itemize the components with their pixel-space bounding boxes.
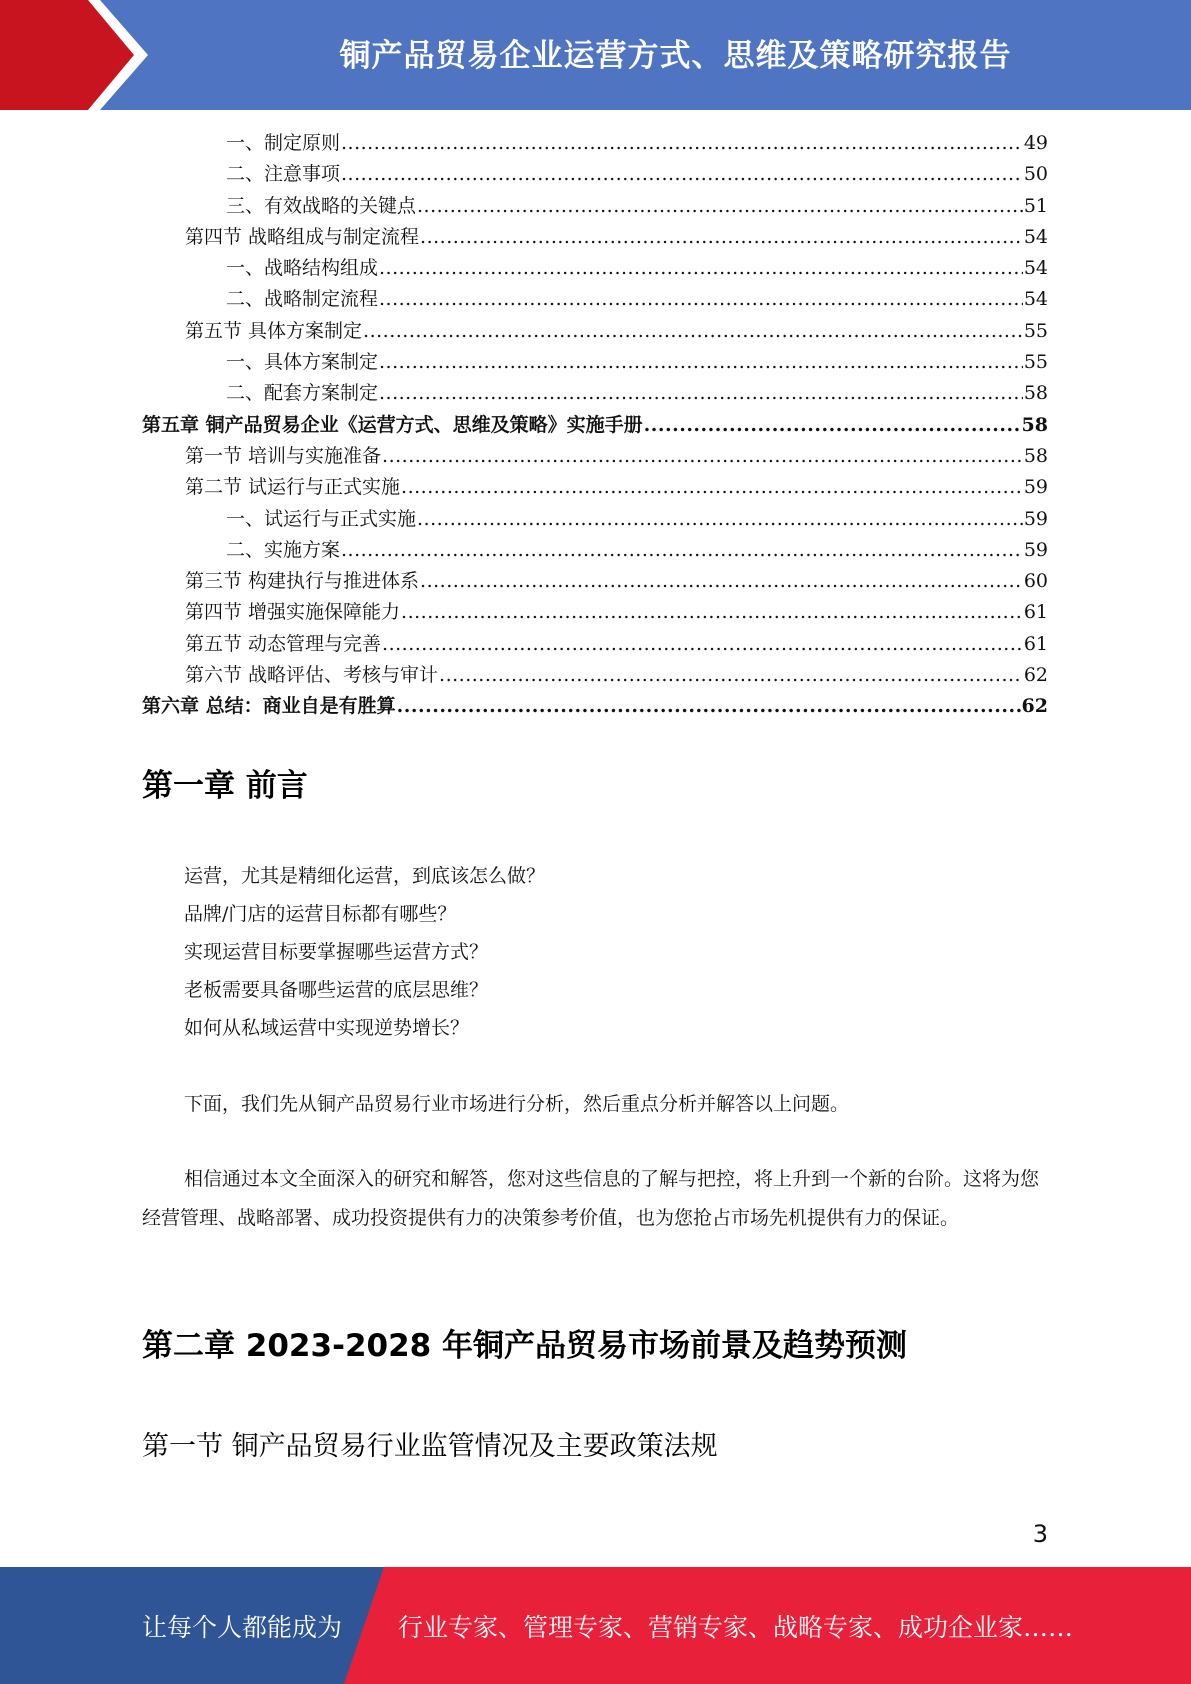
toc-entry-page: 60	[1023, 570, 1048, 593]
toc-entry[interactable]	[142, 222, 1048, 253]
toc-entry-title: 第一节 培训与实施准备	[185, 444, 382, 467]
toc-entry-title: 二、注意事项	[226, 163, 341, 186]
toc-leader-dots	[379, 284, 1023, 315]
toc-leader-dots	[644, 410, 1021, 441]
intro-paragraph-1: 下面，我们先从铜产品贸易行业市场进行分析，然后重点分析并解答以上问题。	[184, 1093, 850, 1115]
toc-entry-title: 二、战略制定流程	[226, 288, 379, 311]
section-1-heading: 第一节 铜产品贸易行业监管情况及主要政策法规	[142, 1431, 718, 1462]
toc-leader-dots	[341, 535, 1023, 566]
toc-entry[interactable]	[142, 472, 1048, 503]
toc-leader-dots	[363, 316, 1023, 347]
toc-entry[interactable]	[142, 629, 1048, 660]
toc-entry[interactable]	[142, 597, 1048, 628]
toc-leader-dots	[420, 566, 1023, 597]
footer-slogan-right: 行业专家、管理专家、营销专家、战略专家、成功企业家……	[398, 1612, 1074, 1642]
toc-leader-dots	[417, 191, 1023, 222]
page-number: 3	[1032, 1520, 1048, 1548]
question-list	[184, 857, 545, 1047]
toc-entry[interactable]	[142, 660, 1048, 691]
header-title: 铜产品贸易企业运营方式、思维及策略研究报告	[339, 38, 1012, 74]
toc-leader-dots	[382, 629, 1023, 660]
footer-slogan-left: 让每个人都能成为	[142, 1612, 343, 1642]
toc-entry-page: 62	[1021, 695, 1048, 718]
page-header	[0, 0, 1191, 110]
toc-entry[interactable]	[142, 128, 1048, 159]
toc-entry-page: 55	[1023, 319, 1048, 342]
toc-entry-title: 二、配套方案制定	[226, 382, 379, 405]
toc-leader-dots	[401, 597, 1023, 628]
chapter-1-heading: 第一章 前言	[142, 768, 308, 804]
question-item: 运营，尤其是精细化运营，到底该怎么做？	[184, 865, 546, 887]
toc-leader-dots	[397, 691, 1021, 722]
toc-entry-page: 55	[1023, 351, 1048, 374]
table-of-contents	[142, 128, 1048, 723]
toc-entry-title: 三、有效战略的关键点	[226, 194, 417, 217]
toc-entry-page: 58	[1023, 382, 1048, 405]
toc-entry-title: 第六节 战略评估、考核与审计	[185, 664, 439, 687]
toc-leader-dots	[379, 378, 1023, 409]
toc-entry-page: 54	[1023, 288, 1048, 311]
toc-leader-dots	[439, 660, 1023, 691]
toc-entry[interactable]	[142, 441, 1048, 472]
toc-leader-dots	[341, 128, 1023, 159]
question-item: 老板需要具备哪些运营的底层思维？	[184, 979, 489, 1001]
toc-entry-page: 61	[1023, 632, 1048, 655]
toc-entry[interactable]	[142, 191, 1048, 222]
toc-entry-page: 50	[1023, 163, 1048, 186]
toc-entry-page: 51	[1023, 194, 1048, 217]
question-item: 如何从私域运营中实现逆势增长？	[184, 1017, 470, 1039]
toc-entry[interactable]	[142, 316, 1048, 347]
page-footer	[0, 1567, 1191, 1684]
toc-entry[interactable]	[142, 410, 1048, 441]
question-item: 实现运营目标要掌握哪些运营方式？	[184, 941, 489, 963]
toc-entry[interactable]	[142, 347, 1048, 378]
toc-entry-page: 62	[1023, 664, 1048, 687]
toc-entry-page: 59	[1023, 538, 1048, 561]
toc-leader-dots	[401, 472, 1023, 503]
toc-entry[interactable]	[142, 691, 1048, 722]
toc-entry-page: 59	[1023, 476, 1048, 499]
toc-entry-title: 一、战略结构组成	[226, 257, 379, 280]
toc-entry-title: 一、制定原则	[226, 132, 341, 154]
toc-entry-page: 49	[1023, 132, 1048, 154]
toc-entry[interactable]	[142, 284, 1048, 315]
toc-entry[interactable]	[142, 159, 1048, 190]
toc-leader-dots	[341, 159, 1023, 190]
toc-entry-title: 一、试运行与正式实施	[226, 507, 417, 530]
toc-entry-title: 第二节 试运行与正式实施	[185, 476, 401, 499]
toc-entry-title: 第三节 构建执行与推进体系	[185, 570, 420, 593]
question-item: 品牌/门店的运营目标都有哪些？	[184, 903, 457, 925]
toc-entry-title: 二、实施方案	[226, 538, 341, 561]
toc-entry-title: 第四节 战略组成与制定流程	[185, 225, 420, 248]
chapter-2-heading: 第二章 2023-2028 年铜产品贸易市场前景及趋势预测	[142, 1328, 908, 1364]
toc-entry-title: 第五节 动态管理与完善	[185, 632, 382, 655]
toc-leader-dots	[417, 504, 1023, 535]
toc-entry-page: 58	[1023, 444, 1048, 467]
toc-leader-dots	[382, 441, 1023, 472]
toc-entry-page: 54	[1023, 257, 1048, 280]
toc-entry[interactable]	[142, 378, 1048, 409]
toc-entry[interactable]	[142, 253, 1048, 284]
intro-paragraph-2: 相信通过本文全面深入的研究和解答，您对这些信息的了解与把控，将上升到一个新的台阶。这将为您经营管理、战略部署、成功投资提供有力的决策参考价值，也为您抢占市场先机提供有力的保证。	[142, 1168, 1040, 1229]
toc-entry-title: 第五节 具体方案制定	[185, 319, 363, 342]
toc-entry-page: 54	[1023, 225, 1048, 248]
toc-entry-page: 58	[1021, 413, 1048, 436]
toc-entry[interactable]	[142, 566, 1048, 597]
toc-entry[interactable]	[142, 504, 1048, 535]
toc-leader-dots	[379, 253, 1023, 284]
toc-leader-dots	[379, 347, 1023, 378]
toc-entry-page: 59	[1023, 507, 1048, 530]
toc-entry-title: 第五章 铜产品贸易企业《运营方式、思维及策略》实施手册	[142, 413, 643, 436]
toc-entry-title: 第四节 增强实施保障能力	[185, 601, 401, 624]
toc-leader-dots	[420, 222, 1023, 253]
toc-entry-page: 61	[1023, 601, 1048, 624]
toc-entry[interactable]	[142, 535, 1048, 566]
toc-entry-title: 一、具体方案制定	[226, 351, 379, 374]
toc-entry-title: 第六章 总结：商业自是有胜算	[142, 695, 396, 718]
